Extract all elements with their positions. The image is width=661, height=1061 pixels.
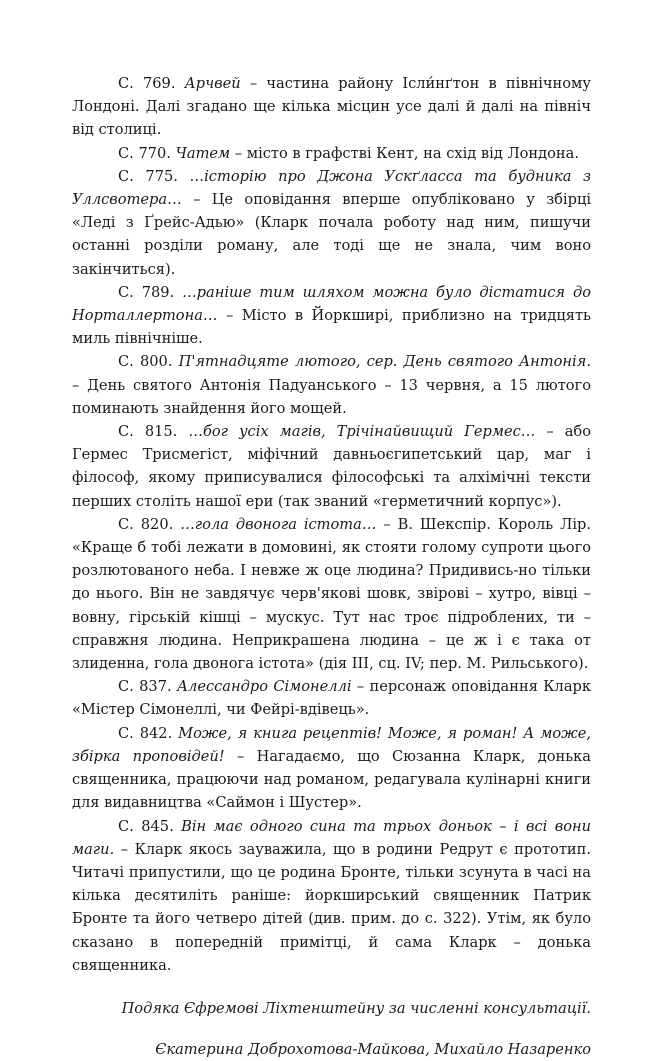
endnote bbox=[72, 72, 591, 142]
endnote-page-ref: С. 769. bbox=[118, 75, 176, 92]
endnote bbox=[72, 815, 591, 977]
endnote-text: – місто в графстві Кент, на схід від Лондона. bbox=[234, 144, 579, 162]
endnote-text: – персонаж оповідання Кларк «Містер Сімонеллі, чи Фейрі-вдівець». bbox=[72, 678, 591, 719]
endnote-page-ref: С. 800. bbox=[118, 353, 173, 371]
endnote-page-ref: С. 789. bbox=[118, 283, 175, 301]
endnote-term: Алессандро Сімонеллі bbox=[176, 678, 352, 696]
endnote-page-ref: С. 820. bbox=[118, 515, 174, 533]
endnote-text: – Нагадаємо, що Сюзанна Кларк, донька священника, працюючи над романом, редагувала кулінарні книги для видавництва «Саймон і Шустер». bbox=[72, 747, 591, 812]
endnote-term: …раніше тим шляхом можна було дістатися до Норталлертона… bbox=[72, 283, 591, 325]
acknowledgement: Подяка Єфремові Ліхтенштейну за численні консультації. bbox=[121, 999, 591, 1017]
endnote-term: …гола двонога істота… bbox=[180, 515, 377, 533]
endnote-page-ref: С. 775. bbox=[118, 167, 178, 185]
endnote-text: – Місто в Йоркширі, приблизно на тридцять миль північніше. bbox=[72, 307, 591, 348]
endnote-term: …бог усіх магів, Трічінайвищий Гермес… bbox=[188, 423, 536, 441]
endnote-text: – Це оповідання вперше опубліковано у збірці «Леді з Ґрейс-Адью» (Кларк почала роботу над ним, пишучи останні розділи роману, але тоді ще не знала, чим воно закінчиться). bbox=[72, 191, 591, 278]
endnote bbox=[72, 722, 591, 815]
endnote-page-ref: С. 842. bbox=[118, 724, 173, 742]
endnote-term: Чатем bbox=[175, 144, 231, 162]
endnote-term: Він має одного сина та трьох доньок – і всі вони маги. bbox=[72, 817, 591, 858]
endnote-term: Може, я книга рецептів! Може, я роман! А може, збірка проповідей! bbox=[72, 724, 591, 765]
endnote bbox=[72, 420, 591, 513]
endnotes-list bbox=[72, 72, 591, 977]
endnote-text: – або Гермес Трисмегіст, міфічний давньоєгипетський цар, маг і філософ, якому приписувалися філософські та алхімічні тексти перших століть нашої ери (так званий «герметичний корпус»). bbox=[72, 423, 592, 510]
endnote-page-ref: С. 837. bbox=[118, 678, 172, 696]
endnote bbox=[72, 675, 591, 721]
endnote-text: – День святого Антонія Падуанського – 13 червня, а 15 лютого поминають знайдення його мощей. bbox=[72, 376, 591, 417]
endnote-text: – частина району Ісли́нґтон в північному Лондоні. Далі згадано ще кілька місцин усе далі й далі на північ від столиці. bbox=[72, 75, 591, 139]
endnote-page-ref: С. 770. bbox=[118, 144, 171, 162]
endnote-term: Арчвей bbox=[184, 75, 241, 92]
endnote-term: П'ятнадцяте лютого, сер. День святого Антонія. bbox=[178, 353, 591, 371]
endnote bbox=[72, 165, 591, 281]
endnote bbox=[72, 142, 591, 165]
endnote-term: …історію про Джона Ускґласса та будника з Уллсвотера… bbox=[72, 167, 591, 209]
authors-signature: Єкатерина Доброхотова-Майкова, Михайло Назаренко bbox=[155, 1041, 591, 1059]
endnote bbox=[72, 513, 591, 675]
endnote bbox=[72, 350, 591, 420]
endnote-page-ref: С. 845. bbox=[118, 817, 174, 835]
endnote-text: – В. Шекспір. Король Лір. «Краще б тобі лежати в домовині, як стояти голому супроти цього розлютованого неба. І невже ж оце людина? Придивись-но тільки до нього. Він не завдячує черв'якові шовк, звірові – хутро, вівці – вовну, гірській кішці – мускус. Тут нас троє підроблених, ти – справжня людина. Неприкрашена людина – це ж і є така от злиденна, гола двонога істота» (дія III, сц. IV; пер. М. Рильського). bbox=[72, 515, 592, 673]
endnote bbox=[72, 281, 591, 351]
endnote-text: – Кларк якось зауважила, що в родини Редрут є прототип. Читачі припустили, що це родина Бронте, тільки зсунута в часі на кілька десятиліть раніше: йоркширський священник Патрик Бронте та його четверо дітей (див. прим. до с. 322). Утім, як було сказано в попередній примітці, й сама Кларк – донька священника. bbox=[72, 840, 591, 974]
endnote-page-ref: С. 815. bbox=[118, 423, 178, 441]
